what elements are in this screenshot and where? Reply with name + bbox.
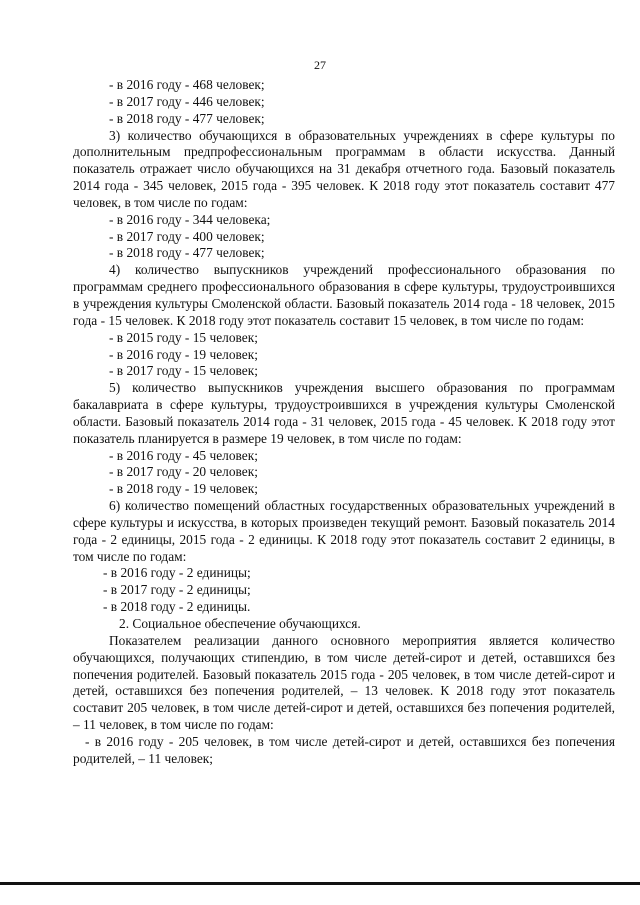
list-item: - в 2016 году - 2 единицы;	[103, 565, 251, 581]
document-body	[73, 77, 615, 768]
list-item: - в 2017 году - 20 человек;	[109, 464, 258, 480]
paragraph: Показателем реализации данного основного мероприятия является количество обучающихся, получающих стипендию, в том числе детей-сирот и детей, оставшихся без попечения родителей. Базовый показатель 2015 года - 205 человек, в том числе детей-сирот и детей, оставшихся без попечения родителей, – 13 человек. К 2018 году этот показатель составит 205 человек, в том числе детей-сирот и детей, оставшихся без попечения родителей, – 11 человек, в том числе по годам:	[73, 632, 615, 733]
list-item: - в 2018 году - 477 человек;	[109, 245, 265, 261]
page-number: 27	[314, 58, 326, 72]
list-item: - в 2015 году - 15 человек;	[109, 329, 258, 345]
section-heading: 2. Социальное обеспечение обучающихся.	[119, 616, 361, 631]
paragraph: 6) количество помещений областных государственных образовательных учреждений в сфере культуры и искусства, в которых произведен текущий ремонт. Базовый показатель 2014 года - 2 единицы, 2015 года - 2 единицы. К 2018 году этот показатель составит 2 единицы, в том числе по годам:	[73, 498, 615, 564]
paragraph: 4) количество выпускников учреждений профессионального образования по программам среднего профессионального образования в сфере культуры, трудоустроившихся в учреждения культуры Смоленской области. Базовый показатель 2014 года - 18 человек, 2015 года - 15 человек. К 2018 году этот показатель составит 15 человек, в том числе по годам:	[73, 262, 615, 328]
list-item: - в 2016 году - 205 человек, в том числе детей-сирот и детей, оставшихся без попечения родителей, – 11 человек;	[73, 733, 615, 766]
list-item: - в 2018 году - 2 единицы.	[103, 599, 251, 615]
paragraph: 3) количество обучающихся в образовательных учреждениях в сфере культуры по дополнительным предпрофессиональным программам в области искусства. Данный показатель отражает число обучающихся на 31 декабря отчетного года. Базовый показатель 2014 года - 345 человек, 2015 года - 395 человек. К 2018 году этот показатель составит 477 человек, в том числе по годам:	[73, 127, 615, 210]
list-item: - в 2018 году - 477 человек;	[109, 110, 265, 126]
list-item: - в 2016 году - 468 человек;	[109, 77, 265, 92]
list-item: - в 2016 году - 19 человек;	[109, 346, 258, 362]
list-item: - в 2017 году - 400 человек;	[109, 228, 265, 244]
list-item: - в 2016 году - 45 человек;	[109, 447, 258, 463]
list-item: - в 2017 году - 446 человек;	[109, 93, 265, 109]
list-item: - в 2017 году - 2 единицы;	[103, 582, 251, 598]
list-item: - в 2016 году - 344 человека;	[109, 211, 271, 227]
paragraph: 5) количество выпускников учреждения высшего образования по программам бакалавриата в сфере культуры, трудоустроившихся в учреждения культуры Смоленской области. Базовый показатель 2014 года - 31 человек, 2015 года - 45 человек. К 2018 году этот показатель планируется в размере 19 человек, в том числе по годам:	[73, 380, 615, 446]
list-item: - в 2017 году - 15 человек;	[109, 363, 258, 379]
page-bottom-rule	[0, 882, 640, 885]
list-item: - в 2018 году - 19 человек;	[109, 481, 258, 497]
